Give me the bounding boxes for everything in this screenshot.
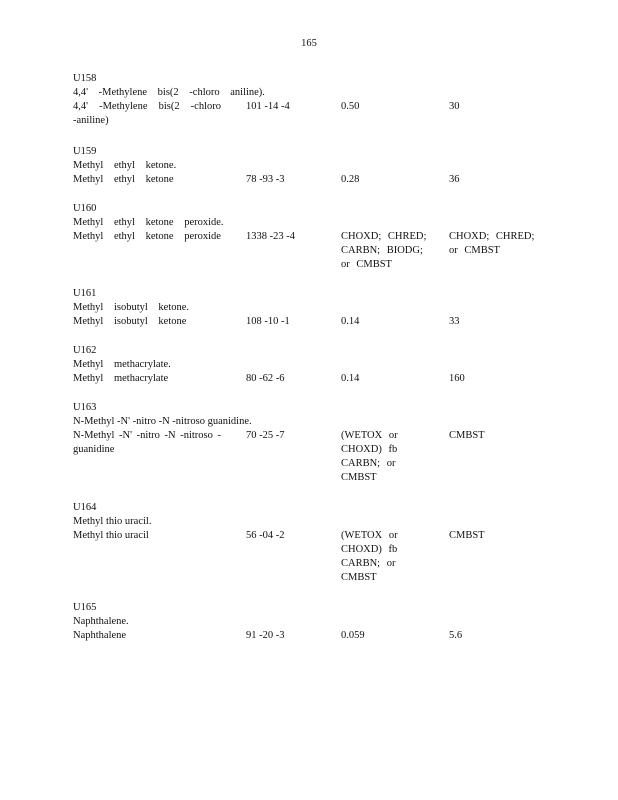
waste-row bbox=[73, 372, 593, 386]
waste-code: U161 bbox=[73, 288, 97, 299]
waste-entry-u165 bbox=[73, 601, 593, 643]
waste-entry-u158 bbox=[73, 72, 593, 128]
constituent-name: Methyl ethyl ketone bbox=[73, 174, 174, 185]
nonwastewater-standard: 33 bbox=[449, 316, 460, 327]
waste-code: U163 bbox=[73, 402, 97, 413]
constituent-name: Naphthalene bbox=[73, 630, 127, 641]
nonwastewater-standard: 160 bbox=[449, 373, 465, 384]
waste-header-name: 4,4' -Methylene bis(2 -chloro aniline). bbox=[73, 87, 265, 98]
waste-code: U158 bbox=[73, 73, 97, 84]
waste-code: U162 bbox=[73, 345, 97, 356]
waste-row bbox=[73, 315, 593, 329]
waste-entry-u160 bbox=[73, 202, 593, 270]
wastewater-standard: 0.14 bbox=[341, 316, 360, 327]
cas-number: 101 -14 -4 bbox=[246, 101, 290, 112]
cas-number: 56 -04 -2 bbox=[246, 530, 285, 541]
waste-row bbox=[73, 230, 593, 270]
nonwastewater-standard: CHOXD; CHRED; or CMBST bbox=[449, 231, 535, 256]
constituent-name: 4,4' -Methylene bis(2 -chloro -aniline) bbox=[73, 101, 221, 126]
waste-entry-u159 bbox=[73, 145, 593, 187]
constituent-name: Methyl thio uracil bbox=[73, 530, 149, 541]
waste-row bbox=[73, 173, 593, 187]
nonwastewater-standard: 36 bbox=[449, 174, 460, 185]
waste-entry-u161 bbox=[73, 287, 593, 329]
waste-row bbox=[73, 100, 593, 128]
nonwastewater-standard: CMBST bbox=[449, 530, 485, 541]
waste-header-name: Methyl methacrylate. bbox=[73, 359, 171, 370]
constituent-name: Methyl ethyl ketone peroxide bbox=[73, 231, 221, 242]
constituent-name: Methyl isobutyl ketone bbox=[73, 316, 187, 327]
cas-number: 78 -93 -3 bbox=[246, 174, 285, 185]
wastewater-standard: (WETOX or CHOXD) fb CARBN; or CMBST bbox=[341, 530, 398, 583]
waste-header-name: Methyl thio uracil. bbox=[73, 516, 152, 527]
page-number: 165 bbox=[301, 38, 317, 49]
constituent-name: Methyl methacrylate bbox=[73, 373, 169, 384]
waste-header-name: Methyl ethyl ketone peroxide. bbox=[73, 217, 224, 228]
nonwastewater-standard: 5.6 bbox=[449, 630, 463, 641]
cas-number: 80 -62 -6 bbox=[246, 373, 285, 384]
cas-number: 1338 -23 -4 bbox=[246, 231, 295, 242]
wastewater-standard: 0.059 bbox=[341, 630, 365, 641]
wastewater-standard: 0.50 bbox=[341, 101, 360, 112]
wastewater-standard: 0.14 bbox=[341, 373, 360, 384]
waste-row bbox=[73, 529, 593, 583]
cas-number: 91 -20 -3 bbox=[246, 630, 285, 641]
waste-row bbox=[73, 629, 593, 643]
wastewater-standard: CHOXD; CHRED; CARBN; BIODG; or CMBST bbox=[341, 231, 427, 270]
waste-code: U159 bbox=[73, 146, 97, 157]
waste-header-name: Methyl ethyl ketone. bbox=[73, 160, 177, 171]
wastewater-standard: 0.28 bbox=[341, 174, 360, 185]
waste-header-name: N-Methyl -N' -nitro -N -nitroso guanidine. bbox=[73, 416, 252, 427]
waste-code: U164 bbox=[73, 502, 97, 513]
waste-header-name: Naphthalene. bbox=[73, 616, 129, 627]
waste-entry-u162 bbox=[73, 344, 593, 386]
cas-number: 108 -10 -1 bbox=[246, 316, 290, 327]
waste-code: U165 bbox=[73, 602, 97, 613]
nonwastewater-standard: CMBST bbox=[449, 430, 485, 441]
waste-row bbox=[73, 429, 593, 483]
nonwastewater-standard: 30 bbox=[449, 101, 460, 112]
waste-code: U160 bbox=[73, 203, 97, 214]
waste-header-name: Methyl isobutyl ketone. bbox=[73, 302, 190, 313]
constituent-name: N-Methyl -N' -nitro -N -nitroso -guanidine bbox=[73, 430, 221, 455]
wastewater-standard: (WETOX or CHOXD) fb CARBN; or CMBST bbox=[341, 430, 398, 483]
waste-entry-u163 bbox=[73, 401, 593, 483]
waste-entry-u164 bbox=[73, 501, 593, 583]
cas-number: 70 -25 -7 bbox=[246, 430, 285, 441]
